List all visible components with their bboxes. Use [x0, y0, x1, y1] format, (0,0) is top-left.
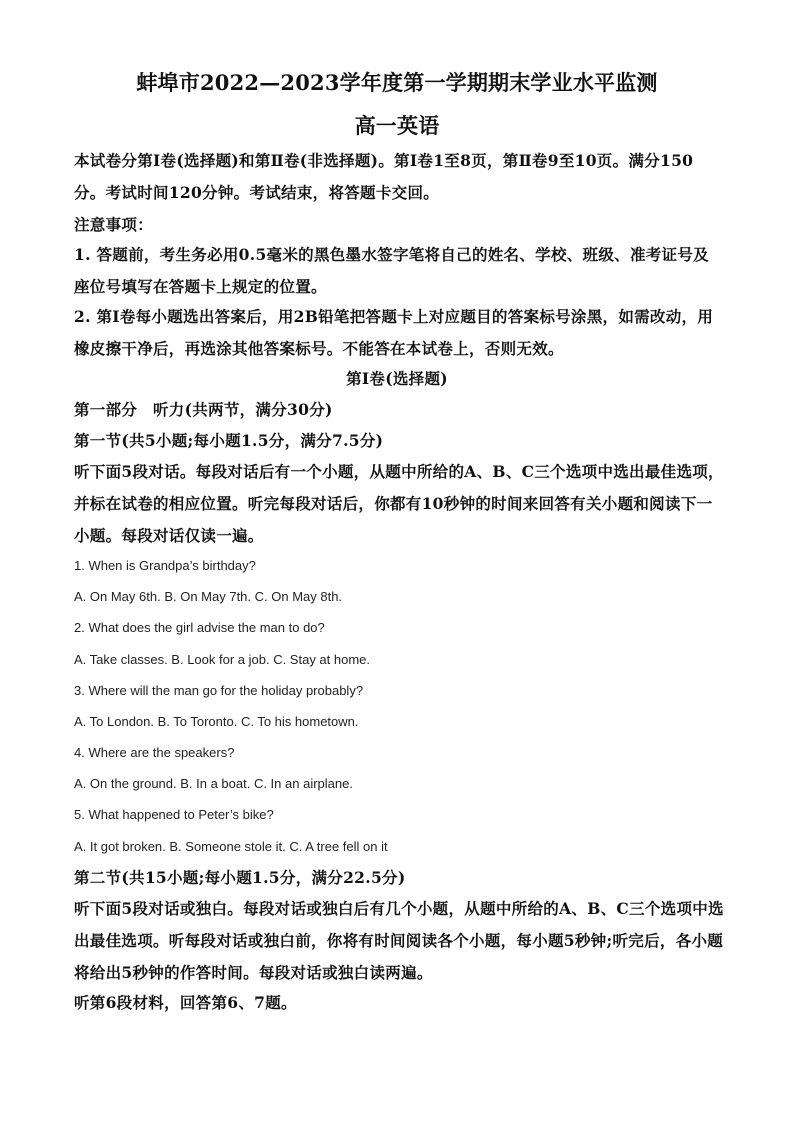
question-5-options: A. It got broken. B. Someone stole it. C. A tree fell on it — [74, 839, 388, 854]
part-1-heading: 第一部分 听力(共两节，满分30分) — [74, 400, 333, 419]
material-6-prompt: 听第6段材料，回答第6、7题。 — [74, 993, 297, 1012]
exam-subject: 高一英语 — [354, 113, 440, 138]
section-1-heading: 第一节(共5小题;每小题1.5分，满分7.5分) — [74, 431, 384, 450]
question-5: 5. What happened to Peter’s bike? — [74, 807, 274, 822]
volume-heading: 第Ⅰ卷(选择题) — [346, 369, 448, 388]
notice-item-1: 1. 答题前，考生务必用0.5毫米的黑色墨水签字笔将自己的姓名、学校、班级、准考证号及座位号填写在答题卡上规定的位置。 — [74, 245, 709, 296]
intro-paragraph: 本试卷分第Ⅰ卷(选择题)和第Ⅱ卷(非选择题)。第Ⅰ卷1至8页，第Ⅱ卷9至10页。满分150分。考试时间120分钟。考试结束，将答题卡交回。 — [74, 151, 694, 202]
question-2-options: A. Take classes. B. Look for a job. C. Stay at home. — [74, 652, 371, 667]
notice-heading: 注意事项： — [74, 215, 154, 234]
question-3-options: A. To London. B. To Toronto. C. To his hometown. — [74, 714, 359, 729]
section-2-instructions: 听下面5段对话或独白。每段对话或独白后有几个小题，从题中所给的A、B、C三个选项中选出最佳选项。听每段对话或独白前，你将有时间阅读各个小题，每小题5秒钟;听完后，各小题将给出5秒钟的作答时间。每段对话或独白读两遍。 — [74, 899, 724, 982]
exam-title: 蚌埠市2022—2023学年度第一学期期末学业水平监测 — [136, 70, 658, 95]
notice-item-2: 2. 第Ⅰ卷每小题选出答案后，用2B铅笔把答题卡上对应题目的答案标号涂黑，如需改动，用橡皮擦干净后，再选涂其他答案标号。不能答在本试卷上，否则无效。 — [74, 307, 714, 358]
question-4-options: A. On the ground. B. In a boat. C. In an airplane. — [74, 776, 353, 791]
question-1-options: A. On May 6th. B. On May 7th. C. On May 8th. — [74, 589, 343, 604]
section-2-heading: 第二节(共15小题;每小题1.5分，满分22.5分) — [74, 868, 406, 887]
question-1: 1. When is Grandpa’s birthday? — [74, 558, 256, 573]
section-1-instructions: 听下面5段对话。每段对话后有一个小题，从题中所给的A、B、C三个选项中选出最佳选项，并标在试卷的相应位置。听完每段对话后，你都有10秒钟的时间来回答有关小题和阅读下一小题。每段对话仅读一遍。 — [74, 462, 724, 545]
question-4: 4. Where are the speakers? — [74, 745, 235, 760]
question-2: 2. What does the girl advise the man to do? — [74, 620, 325, 635]
question-3: 3. Where will the man go for the holiday probably? — [74, 683, 364, 698]
